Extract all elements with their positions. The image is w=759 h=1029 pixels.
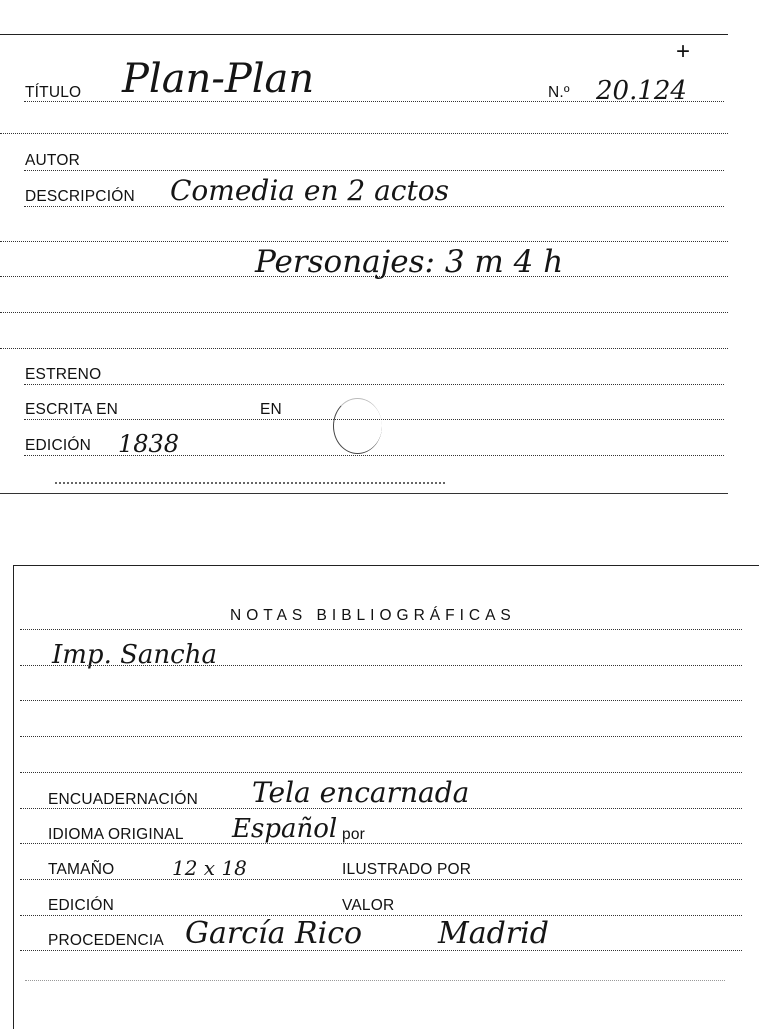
dotted-line xyxy=(0,348,728,349)
procedencia-value: García Rico xyxy=(185,916,363,951)
estreno-label: ESTRENO xyxy=(25,366,102,383)
numero-label: N.º xyxy=(548,84,570,101)
escrita-en-label: ESCRITA EN xyxy=(25,401,119,418)
tamano-value: 12 x 18 xyxy=(172,856,247,880)
descripcion-value: Comedia en 2 actos xyxy=(170,174,449,207)
dotted-line xyxy=(0,133,728,134)
descripcion-label: DESCRIPCIÓN xyxy=(25,188,135,205)
plus-mark: + xyxy=(676,38,691,65)
dotted-line xyxy=(20,700,742,701)
por-label: por xyxy=(342,826,366,843)
numero-value: 20.124 xyxy=(596,76,687,106)
dotted-line xyxy=(20,879,742,880)
autor-label: AUTOR xyxy=(25,152,80,169)
edicion-value: 1838 xyxy=(118,430,180,458)
notas-value: Imp. Sancha xyxy=(52,640,217,670)
dotted-line xyxy=(20,665,742,666)
tamano-label: TAMAÑO xyxy=(48,861,115,878)
procedencia-label: PROCEDENCIA xyxy=(48,932,164,949)
smudge-line xyxy=(25,980,725,981)
encuadernacion-value: Tela encarnada xyxy=(252,776,470,809)
titulo-value: Plan-Plan xyxy=(122,56,315,102)
smudge-line xyxy=(55,482,445,484)
dotted-line xyxy=(0,241,728,242)
dotted-line xyxy=(20,629,742,630)
stamp-mark xyxy=(333,398,382,454)
dotted-line xyxy=(20,736,742,737)
procedencia-city: Madrid xyxy=(438,916,549,951)
dotted-line xyxy=(20,950,742,951)
edicion-label-2: EDICIÓN xyxy=(48,897,114,914)
personajes-value: Personajes: 3 m 4 h xyxy=(255,244,564,280)
dotted-line xyxy=(20,915,742,916)
en-label: EN xyxy=(260,401,282,418)
dotted-line xyxy=(24,384,724,385)
dotted-line xyxy=(24,170,724,171)
dotted-line xyxy=(20,808,742,809)
idioma-label: IDIOMA ORIGINAL xyxy=(48,826,184,843)
idioma-value: Español xyxy=(232,814,338,844)
encuadernacion-label: ENCUADERNACIÓN xyxy=(48,791,199,808)
dotted-line xyxy=(0,312,728,313)
dotted-line xyxy=(20,772,742,773)
notas-title: NOTAS BIBLIOGRÁFICAS xyxy=(230,607,516,624)
titulo-label: TÍTULO xyxy=(25,84,82,101)
valor-label: VALOR xyxy=(342,897,395,914)
dotted-line xyxy=(20,843,742,844)
edicion-label: EDICIÓN xyxy=(25,437,91,454)
ilustrado-label: ILUSTRADO POR xyxy=(342,861,472,878)
